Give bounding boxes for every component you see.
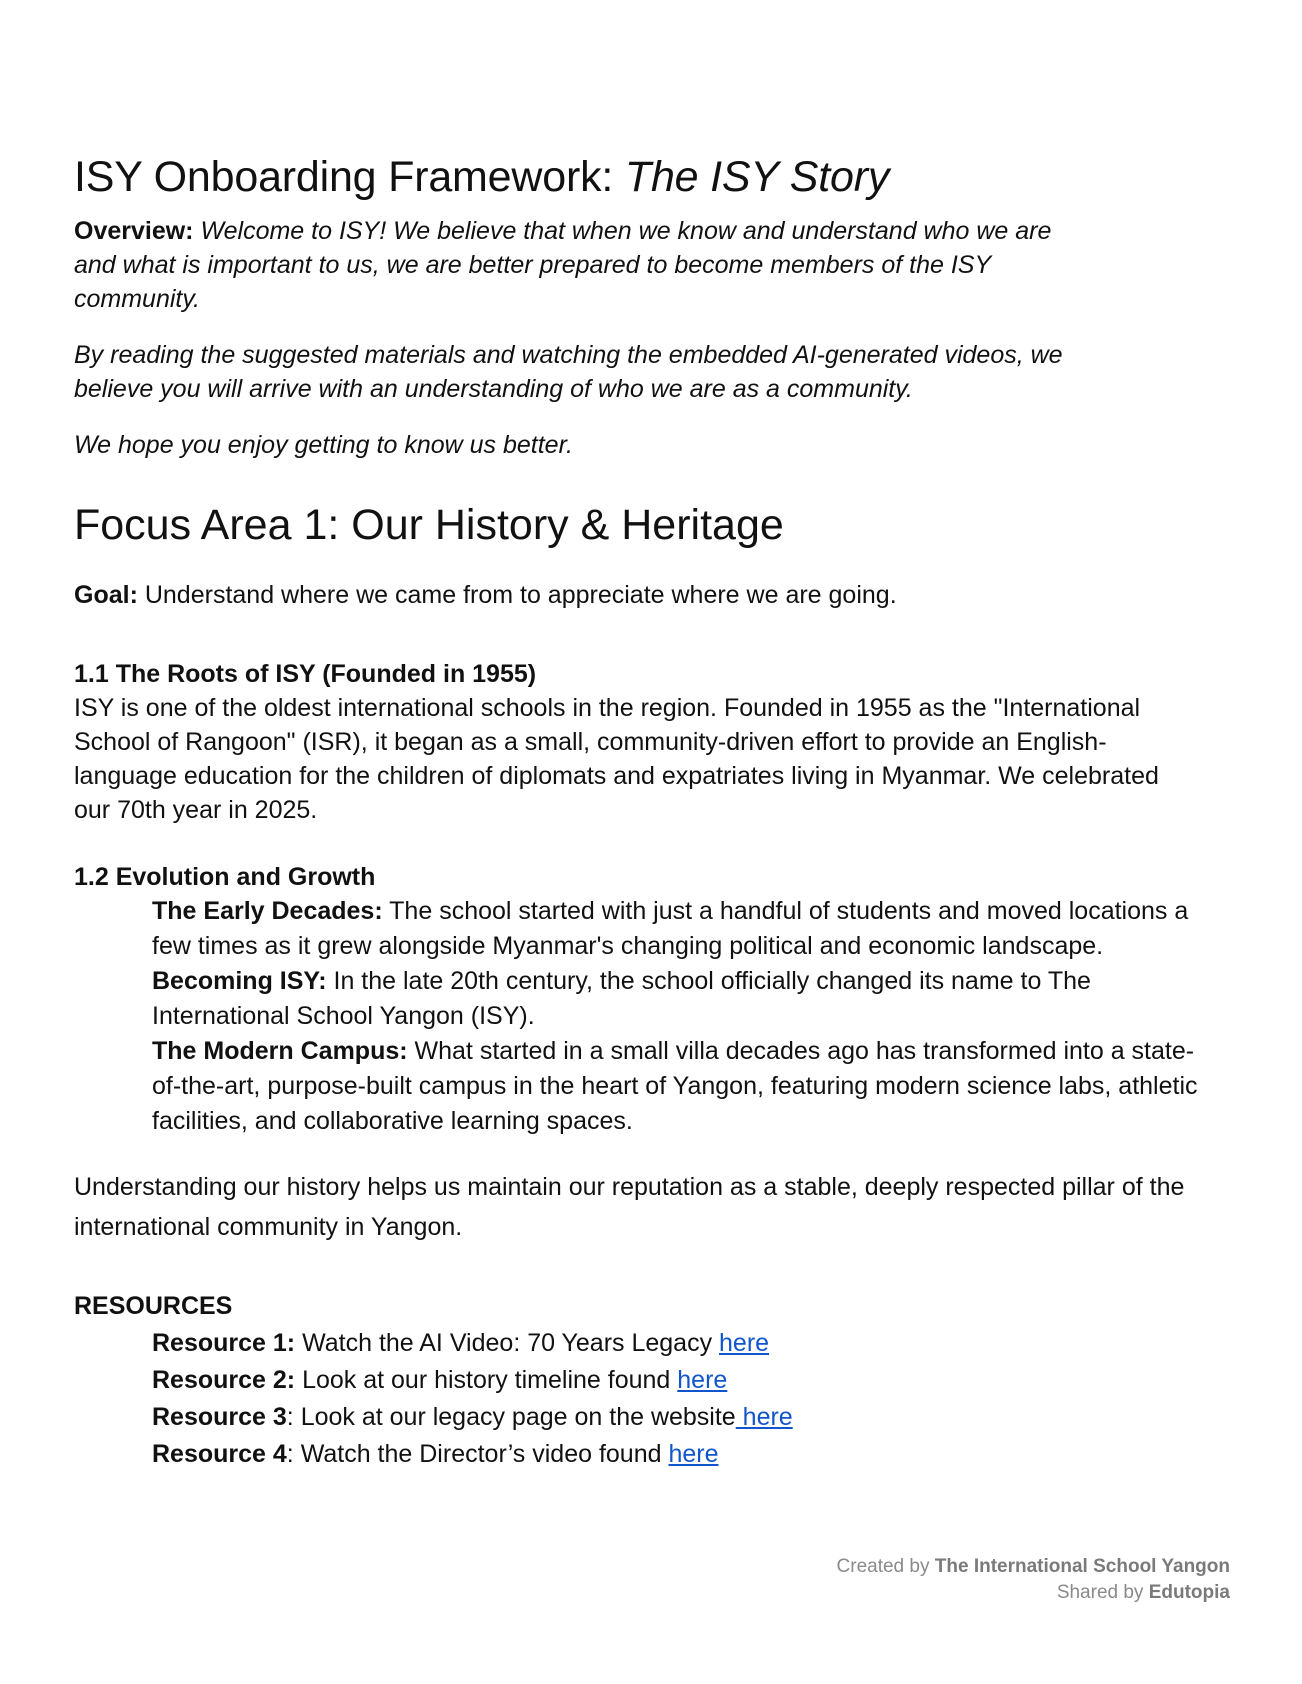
overview-paragraph-3: We hope you enjoy getting to know us better. <box>74 431 573 459</box>
resources-heading: RESOURCES <box>74 1292 233 1320</box>
evolution-item-text: The school started with just a handful of students and moved locations a few times as it grew alongside Myanmar's changing political and economic landscape. <box>152 897 1189 960</box>
evolution-item-label: The Early Decades: <box>152 897 383 925</box>
resource-1-link[interactable]: here <box>719 1329 770 1357</box>
footer-created-line <box>837 1554 1230 1580</box>
resource-text: : Look at our legacy page on the website <box>286 1403 736 1431</box>
evolution-item-text: In the late 20th century, the school officially changed its name to The International School Yangon (ISY). <box>152 967 1091 1030</box>
goal-text: Understand where we came from to appreciate where we are going. <box>137 581 897 609</box>
evolution-item-early-decades <box>152 894 1222 964</box>
section-1-1-body: ISY is one of the oldest international schools in the region. Founded in 1955 as the "International School of Rangoon" (ISR), it began as a small, community-driven effort to provide an English-language education for the children of diplomats and expatriates living in Myanmar. We celebrated our 70th year in 2025. <box>74 694 1159 824</box>
resource-text: : Watch the Director’s video found <box>286 1440 669 1468</box>
evolution-list <box>74 894 1222 1139</box>
document-page <box>74 150 1234 1473</box>
title-italic: The ISY Story <box>624 153 890 201</box>
evolution-item-label: Becoming ISY: <box>152 967 327 995</box>
resource-label: Resource 2: <box>152 1366 296 1394</box>
title-prefix: ISY Onboarding Framework: <box>74 153 625 201</box>
evolution-item-becoming-isy <box>152 964 1222 1034</box>
evolution-item-text: What started in a small villa decades ago has transformed into a state-of-the-art, purpose-built campus in the heart of Yangon, featuring modern science labs, athletic facilities, and collaborative learning spaces. <box>152 1037 1198 1135</box>
evolution-item-modern-campus <box>152 1034 1222 1139</box>
overview-text: Welcome to ISY! We believe that when we know and understand who we are and what is important to us, we are better prepared to become members of the ISY community. <box>74 217 1052 313</box>
history-summary: Understanding our history helps us maintain our reputation as a stable, deeply respected pillar of the international community in Yangon. <box>74 1173 1185 1241</box>
goal-paragraph <box>74 578 1234 612</box>
goal-label: Goal: <box>74 581 138 609</box>
overview-paragraph <box>74 214 1084 316</box>
resource-item-1 <box>152 1325 1234 1362</box>
footer-shared-prefix: Shared by <box>1056 1582 1149 1603</box>
overview-label: Overview: <box>74 217 194 245</box>
resources-list <box>74 1325 1234 1473</box>
resource-4-link[interactable]: here <box>668 1440 719 1468</box>
resource-label: Resource 1: <box>152 1329 296 1357</box>
footer-created-by: The International School Yangon <box>934 1556 1230 1577</box>
footer-created-prefix: Created by <box>836 1556 935 1577</box>
resource-2-link[interactable]: here <box>677 1366 728 1394</box>
footer-credits <box>837 1554 1230 1606</box>
resource-text: Watch the AI Video: 70 Years Legacy <box>295 1329 720 1357</box>
resource-text: Look at our history timeline found <box>295 1366 678 1394</box>
overview-paragraph-2: By reading the suggested materials and watching the embedded AI-generated videos, we believe you will arrive with an understanding of who we are as a community. <box>74 341 1063 403</box>
resource-label: Resource 3 <box>152 1403 287 1431</box>
document-title <box>74 150 1234 204</box>
section-1-1-heading: 1.1 The Roots of ISY (Founded in 1955) <box>74 660 537 688</box>
resource-label: Resource 4 <box>152 1440 287 1468</box>
resource-item-4 <box>152 1436 1234 1473</box>
resource-item-2 <box>152 1362 1234 1399</box>
resource-3-link[interactable]: here <box>735 1403 793 1431</box>
focus-area-heading: Focus Area 1: Our History & Heritage <box>74 501 784 549</box>
footer-shared-line <box>837 1580 1230 1606</box>
section-1-2-heading: 1.2 Evolution and Growth <box>74 863 376 891</box>
resource-item-3 <box>152 1399 1234 1436</box>
evolution-item-label: The Modern Campus: <box>152 1037 408 1065</box>
footer-shared-by: Edutopia <box>1148 1582 1230 1603</box>
